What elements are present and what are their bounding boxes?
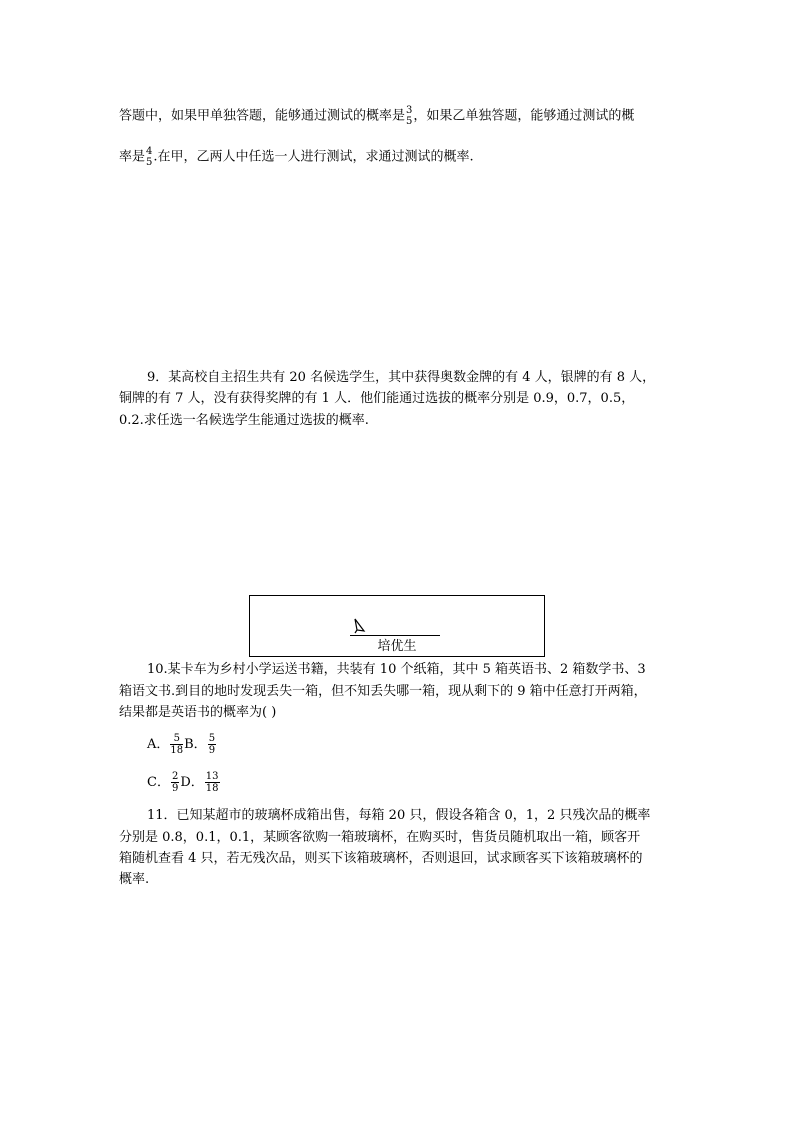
p8-line-1 [119,105,634,127]
p9-line-1: 9．某高校自主招生共有 20 名候选学生，其中获得奥数金牌的有 4 人，银牌的有 8 人， [147,370,656,385]
pen-icon [352,618,366,634]
banner-underline [350,635,440,636]
p11-line-4: 概率. [119,872,150,887]
option-a-label: A． [147,737,170,752]
p10-line-3: 结果都是英语书的概率为( ) [119,705,277,720]
option-c-fraction: $\frac{2}{9}$ [171,771,179,794]
option-d-fraction: $\frac{13}{18}$ [205,771,219,794]
option-d-label: D． [180,775,204,790]
p8-text: 率是 [119,149,146,165]
p8-text: 答题中，如果甲单独答题，能够通过测试的概率是 [119,108,406,124]
banner-box [249,595,545,657]
p9-line-2: 铜牌的有 7 人，没有获得奖牌的有 1 人．他们能通过选拔的概率分别是 0.9，0.7，0.5， [119,391,635,406]
p11-line-3: 箱随机查看 4 只，若无残次品，则买下该箱玻璃杯，否则退回，试求顾客买下该箱玻璃杯的 [119,851,643,866]
option-b-label: B． [184,737,207,752]
fraction-4-5: 4 5 [146,146,153,168]
p8-line-2 [119,146,474,168]
p10-line-2: 箱语文书.到目的地时发现丢失一箱，但不知丢失哪一箱，现从剩下的 9 箱中任意打开两箱， [119,684,647,699]
p10-line-1: 10.某卡车为乡村小学运送书籍，共装有 10 个纸箱，其中 5 箱英语书、2 箱数学书、3 [147,662,646,677]
option-c-label: C． [147,775,170,790]
p10-options-cd [147,771,221,795]
p8-text: .在甲，乙两人中任选一人进行测试，求通过测试的概率. [153,149,474,165]
p8-text: ，如果乙单独答题，能够通过测试的概 [413,108,635,124]
banner-label: 培优生 [377,639,417,654]
p11-line-2: 分别是 0.8，0.1，0.1，某顾客欲购一箱玻璃杯，在购买时，售货员随机取出一箱，顾客开 [119,830,641,845]
p10-options-ab [147,733,217,757]
fraction-3-5: 3 5 [406,105,413,127]
option-b-fraction: $\frac{5}{9}$ [208,733,216,756]
p11-line-1: 11．已知某超市的玻璃杯成箱出售，每箱 20 只，假设各箱含 0，1，2 只残次品的概率 [147,808,651,823]
option-a-fraction: $\frac{5}{18}$ [170,733,184,756]
p9-line-3: 0.2.求任选一名候选学生能通过选拔的概率. [119,413,369,428]
